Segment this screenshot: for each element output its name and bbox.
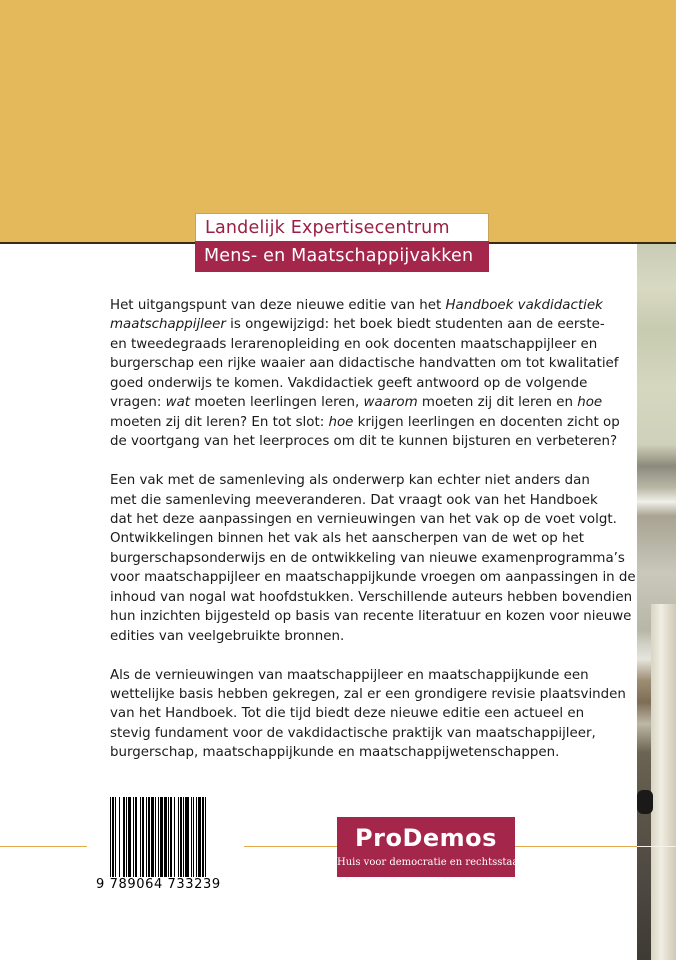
italic-term: Handboek vakdidactiek [445,298,603,313]
italic-term: maatschappijleer [110,317,226,333]
text-line: en tweedegraads lerarenopleiding en ook docenten maatschappijleer en [110,336,598,352]
italic-term: hoe [328,414,354,430]
text-line: burgerschapsonderwijs en de ontwikkeling van nieuwe examenprogramma’s [110,550,625,566]
text-line: Een vak met de samenleving als onderwerp kan echter niet anders dan [110,473,590,489]
text-line: burgerschap, maatschappijkunde en maatschappijwetenschappen. [110,745,560,761]
text-line: burgerschap een rijke waaier aan didactische handvatten om tot kwalitatief [110,356,619,372]
cover-photo-strip [637,244,676,960]
divider-rule-right [515,846,637,847]
series-title-line1: Landelijk Expertisecentrum [195,213,489,241]
text-line: dat het deze aanpassingen en vernieuwingen van het vak op de voet volgt. [110,511,617,527]
logo-tagline: Huis voor democratie en rechtsstaat [337,857,523,868]
text-line: van het Handboek. Tot die tijd biedt deze nieuwe editie een actueel en [110,706,585,722]
back-cover-blurb [110,296,636,782]
text-line: maatschappijleer is ongewijzigd: het boek biedt studenten aan de eerste- [110,317,605,333]
isbn-number: 9 789064 733239 [96,877,241,892]
logo-name: ProDemos [355,824,497,852]
text-line: Ontwikkelingen binnen het vak als het aanscherpen van de wet op het [110,531,585,547]
divider-rule-middle [244,846,337,847]
radiator-knob-image [637,790,653,814]
italic-term: hoe [577,395,603,411]
series-title-block [195,213,489,272]
text-line: edities van veelgebruikte bronnen. [110,628,345,644]
barcode-space [206,797,207,877]
text-line: moeten zij dit leren? En tot slot: hoe krijgen leerlingen en docenten zicht op [110,414,620,430]
text-line: stevig fundament voor de vakdidactische praktijk van maatschappijleer, [110,725,596,741]
divider-rule-left [0,846,87,847]
italic-term: waarom [363,395,418,411]
text-line: de voortgang van het leerproces om dit te kunnen bijsturen en verbeteren? [110,434,618,450]
italic-term: wat [165,395,191,411]
series-title-line2: Mens- en Maatschappijvakken [195,241,489,272]
blurb-paragraph [110,666,630,763]
divider-rule-photo [637,846,676,847]
text-line: met die samenleving meeveranderen. Dat vraagt ook van het Handboek [110,492,598,508]
isbn-barcode [96,797,241,897]
blurb-paragraph [110,296,630,452]
text-line: vragen: wat moeten leerlingen leren, waarom moeten zij dit leren en hoe [110,395,603,411]
prodemos-logo [337,817,523,877]
text-line: voor maatschappijleer en maatschappijkunde vroegen om aanpassingen in de [110,570,636,586]
text-line: inhoud van nogal wat hoofdstukken. Verschillende auteurs hebben bovendien [110,589,633,605]
text-line: Het uitgangspunt van deze nieuwe editie van het Handboek vakdidactiek [110,298,603,313]
top-color-band [0,0,676,244]
text-line: goed onderwijs te komen. Vakdidactiek geeft antwoord op de volgende [110,375,588,391]
text-line: wettelijke basis hebben gekregen, zal er een grondigere revisie plaatsvinden [110,687,626,703]
barcode-bars [110,797,235,877]
blurb-paragraph [110,471,636,646]
text-line: Als de vernieuwingen van maatschappijleer en maatschappijkunde een [110,667,589,683]
text-line: hun inzichten bijgesteld op basis van recente literatuur en kozen voor nieuwe [110,609,632,625]
